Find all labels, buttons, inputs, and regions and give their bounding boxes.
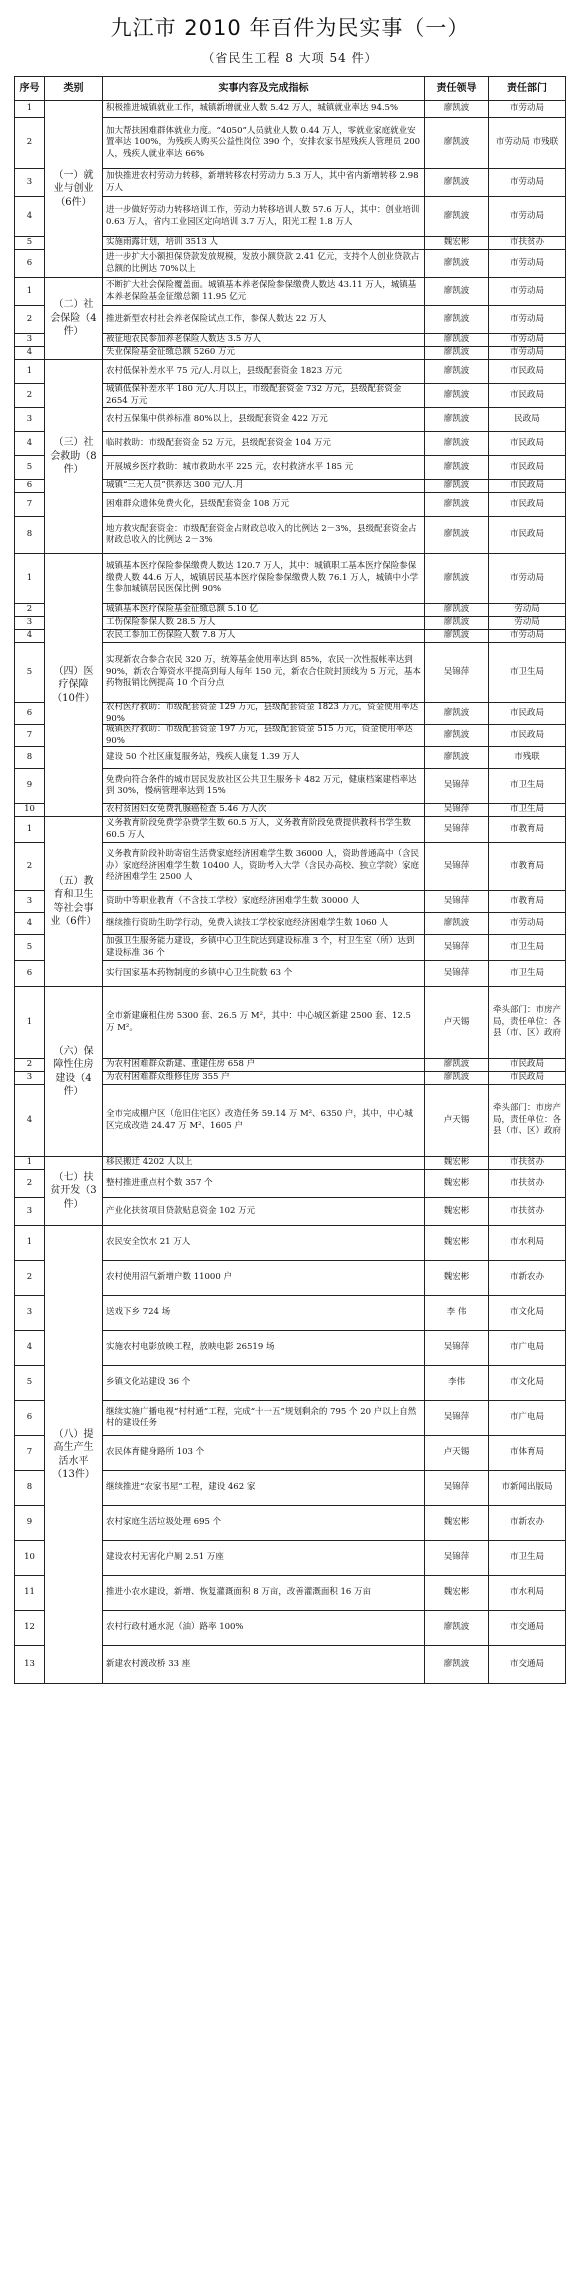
row-content: 加强卫生服务能力建设，乡镇中心卫生院达到建设标准 3 个，村卫生室（所）达到建设标准 36 个 [102,934,424,960]
row-content: 失业保险基金征缴总额 5260 万元 [102,346,424,359]
row-leader: 卢天锡 [424,986,488,1058]
row-department: 市劳动局 [488,333,566,346]
row-content: 积极推进城镇就业工作，城镇新增就业人数 5.42 万人，城镇就业率达 94.5% [102,100,424,117]
row-number: 10 [14,1540,44,1575]
row-department: 市交通局 [488,1610,566,1645]
row-content: 实施雨露计划，培训 3513 人 [102,236,424,249]
row-number: 8 [14,516,44,553]
row-department: 市民政局 [488,455,566,479]
row-number: 8 [14,1470,44,1505]
row-number: 4 [14,629,44,642]
row-leader: 吴锦萍 [424,890,488,912]
row-department: 市教育局 [488,816,566,842]
row-number: 3 [14,616,44,629]
row-content: 义务教育阶段补助寄宿生活费家庭经济困难学生数 36000 人，资助普通高中（含民办）家庭经济困难学生数 10400 人，资助考入大学（含民办高校、独立学院）家庭经济困难学生 2500 人 [102,842,424,890]
row-number: 2 [14,383,44,407]
row-content: 不断扩大社会保险覆盖面。城镇基本养老保险参保缴费人数达 43.11 万人，城镇基本养老保险基金征缴总额 11.95 亿元 [102,277,424,305]
row-content: 移民搬迁 4202 人以上 [102,1156,424,1169]
row-leader: 吴锦萍 [424,1400,488,1435]
row-leader: 廖凯波 [424,724,488,746]
row-leader: 廖凯波 [424,616,488,629]
row-leader: 廖凯波 [424,492,488,516]
row-department: 市扶贫办 [488,1156,566,1169]
row-leader: 卢天锡 [424,1084,488,1156]
row-content: 推进新型农村社会养老保险试点工作，参保人数达 22 万人 [102,305,424,333]
row-leader: 廖凯波 [424,100,488,117]
table-header [14,76,566,100]
row-department: 劳动局 [488,603,566,616]
row-content: 进一步扩大小额担保贷款发放规模，发放小额贷款 2.41 亿元，支持个人创业贷款占总额的比例达 70%以上 [102,249,424,277]
row-content: 乡镇文化站建设 36 个 [102,1365,424,1400]
row-number: 1 [14,359,44,383]
row-content: 地方救灾配套资金：市级配套资金占财政总收入的比例达 2－3%，县级配套资金占财政总收入的比例达 2－3% [102,516,424,553]
row-department: 市卫生局 [488,642,566,702]
row-leader: 廖凯波 [424,168,488,196]
row-leader: 廖凯波 [424,479,488,492]
row-number: 1 [14,277,44,305]
row-number: 5 [14,1365,44,1400]
row-content: 义务教育阶段免费学杂费学生数 60.5 万人，义务教育阶段免费提供教科书学生数 60.5 万人 [102,816,424,842]
row-department: 市劳动局 [488,196,566,236]
row-number: 4 [14,431,44,455]
row-leader: 廖凯波 [424,305,488,333]
row-number: 6 [14,479,44,492]
row-leader: 魏宏彬 [424,1505,488,1540]
row-content: 送戏下乡 724 场 [102,1295,424,1330]
row-content: 继续推行资助生助学行动，免费入读技工学校家庭经济困难学生数 1060 人 [102,912,424,934]
row-leader: 廖凯波 [424,1610,488,1645]
row-content: 农村五保集中供养标准 80%以上，县级配套资金 422 万元 [102,407,424,431]
row-content: 产业化扶贫项目贷款贴息资金 102 万元 [102,1197,424,1225]
row-number: 12 [14,1610,44,1645]
row-leader: 廖凯波 [424,553,488,603]
row-number: 5 [14,236,44,249]
row-department: 市卫生局 [488,1540,566,1575]
row-leader: 李 伟 [424,1295,488,1330]
row-leader: 李伟 [424,1365,488,1400]
row-content: 进一步做好劳动力转移培训工作，劳动力转移培训人数 57.6 万人，其中：创业培训 0.63 万人，省内工业园区定向培训 3.7 万人，阳光工程 1.8 万人 [102,196,424,236]
row-department: 市残联 [488,746,566,768]
row-number: 2 [14,842,44,890]
row-content: 农民工参加工伤保险人数 7.8 万人 [102,629,424,642]
category-label: （七）扶贫开发（3件） [44,1156,102,1225]
row-number: 4 [14,1330,44,1365]
row-content: 农村家庭生活垃圾处理 695 个 [102,1505,424,1540]
row-leader: 魏宏彬 [424,1225,488,1260]
row-department: 市体育局 [488,1435,566,1470]
row-number: 8 [14,746,44,768]
row-content: 农村医疗救助：市级配套资金 129 万元，县级配套资金 1823 万元，资金使用率达 90% [102,702,424,724]
row-department: 市教育局 [488,842,566,890]
row-department: 市文化局 [488,1365,566,1400]
row-content: 开展城乡医疗救助：城市救助水平 225 元，农村救济水平 185 元 [102,455,424,479]
row-leader: 廖凯波 [424,117,488,168]
row-number: 1 [14,1225,44,1260]
category-label: （三）社会救助（8件） [44,359,102,553]
row-number: 2 [14,1058,44,1071]
row-content: 实现新农合参合农民 320 万，统筹基金使用率达到 85%，农民一次性报帐率达到 90%，新农合筹资水平提高到每人每年 150 元，新农合住院封顶线为 5 万元，基本药物报销比例提高 10 个百分点 [102,642,424,702]
row-content: 继续推进“农家书屋”工程，建设 462 家 [102,1470,424,1505]
row-content: 农村使用沼气新增户数 11000 户 [102,1260,424,1295]
category-label: （四）医疗保障（10件） [44,553,102,816]
row-number: 3 [14,407,44,431]
header-no: 序号 [14,76,44,100]
row-content: 农民体育健身路所 103 个 [102,1435,424,1470]
row-department: 市文化局 [488,1295,566,1330]
row-department: 市民政局 [488,702,566,724]
row-department: 市民政局 [488,431,566,455]
row-number: 6 [14,960,44,986]
header-department: 责任部门 [488,76,566,100]
header-content: 实事内容及完成指标 [102,76,424,100]
row-department: 市教育局 [488,890,566,912]
row-number: 6 [14,249,44,277]
row-leader: 魏宏彬 [424,1169,488,1197]
row-content: 临时救助：市级配套资金 52 万元，县级配套资金 104 万元 [102,431,424,455]
row-department: 牵头部门：市房产局，责任单位：各县（市、区）政府 [488,1084,566,1156]
row-department: 市水利局 [488,1575,566,1610]
row-number: 3 [14,890,44,912]
header-category: 类别 [44,76,102,100]
row-leader: 廖凯波 [424,516,488,553]
row-department: 市劳动局 [488,277,566,305]
row-department: 市劳动局 [488,553,566,603]
row-content: 实行国家基本药物制度的乡镇中心卫生院数 63 个 [102,960,424,986]
row-content: 困难群众遗体免费火化，县级配套资金 108 万元 [102,492,424,516]
row-leader: 吴锦萍 [424,1330,488,1365]
row-number: 3 [14,1071,44,1084]
row-leader: 魏宏彬 [424,1197,488,1225]
row-number: 7 [14,724,44,746]
row-department: 市民政局 [488,479,566,492]
row-content: 加大帮扶困难群体就业力度。“4050”人员就业人数 0.44 万人，零就业家庭就业安置率达 100%，为残疾人购买公益性岗位 390 个，安排农家书屋残疾人管理员 200 人，残疾人就业率达 66% [102,117,424,168]
row-leader: 魏宏彬 [424,1260,488,1295]
row-department: 市劳动局 [488,912,566,934]
row-content: 加快推进农村劳动力转移，新增转移农村劳动力 5.3 万人，其中省内新增转移 2.98 万人 [102,168,424,196]
row-department: 牵头部门：市房产局，责任单位：各县（市、区）政府 [488,986,566,1058]
row-content: 推进小农水建设，新增、恢复灌溉面积 8 万亩，改善灌溉面积 16 万亩 [102,1575,424,1610]
row-content: 被征地农民参加养老保险人数达 3.5 万人 [102,333,424,346]
row-department: 劳动局 [488,616,566,629]
row-number: 7 [14,492,44,516]
row-department: 市卫生局 [488,768,566,803]
row-leader: 廖凯波 [424,702,488,724]
row-number: 2 [14,1169,44,1197]
row-department: 市新农办 [488,1260,566,1295]
row-department: 市劳动局 [488,249,566,277]
row-leader: 廖凯波 [424,746,488,768]
row-leader: 吴锦萍 [424,768,488,803]
row-department: 市民政局 [488,724,566,746]
row-number: 5 [14,642,44,702]
row-department: 市扶贫办 [488,1169,566,1197]
row-number: 3 [14,1197,44,1225]
row-number: 4 [14,346,44,359]
page-title: 九江市 2010 年百件为民实事（一） [110,16,470,40]
category-label: （六）保障性住房建设（4件） [44,986,102,1156]
row-department: 市新农办 [488,1505,566,1540]
row-number: 9 [14,1505,44,1540]
row-content: 建设农村无害化户厕 2.51 万座 [102,1540,424,1575]
row-leader: 廖凯波 [424,333,488,346]
row-content: 城镇低保补差水平 180 元/人.月以上，市级配套资金 732 万元，县级配套资金 2654 万元 [102,383,424,407]
row-number: 1 [14,100,44,117]
row-content: 为农村困难群众维修住房 355 户 [102,1071,424,1084]
row-number: 11 [14,1575,44,1610]
row-number: 4 [14,196,44,236]
row-number: 3 [14,333,44,346]
row-department: 市新闻出版局 [488,1470,566,1505]
row-leader: 吴锦萍 [424,934,488,960]
row-leader: 魏宏彬 [424,1156,488,1169]
row-department: 市劳动局 [488,346,566,359]
row-leader: 吴锦萍 [424,1470,488,1505]
row-number: 1 [14,986,44,1058]
row-leader: 吴锦萍 [424,803,488,816]
row-department: 市广电局 [488,1330,566,1365]
row-department: 市劳动局 [488,305,566,333]
row-content: 农村行政村通水泥（油）路率 100% [102,1610,424,1645]
category-label: （五）教育和卫生等社会事业（6件） [44,816,102,986]
row-leader: 廖凯波 [424,249,488,277]
row-leader: 廖凯波 [424,431,488,455]
row-number: 2 [14,1260,44,1295]
row-department: 市扶贫办 [488,236,566,249]
row-number: 6 [14,702,44,724]
row-content: 实施农村电影放映工程，放映电影 26519 场 [102,1330,424,1365]
row-department: 市劳动局 [488,168,566,196]
row-number: 1 [14,1156,44,1169]
row-content: 农村低保补差水平 75 元/人.月以上，县级配套资金 1823 万元 [102,359,424,383]
row-number: 1 [14,553,44,603]
row-content: 建设 50 个社区康复服务站，残疾人康复 1.39 万人 [102,746,424,768]
row-number: 6 [14,1400,44,1435]
row-department: 市卫生局 [488,934,566,960]
row-leader: 廖凯波 [424,629,488,642]
category-label: （二）社会保险（4件） [44,277,102,359]
row-leader: 廖凯波 [424,1645,488,1683]
row-leader: 廖凯波 [424,277,488,305]
row-content: 农村贫困妇女免费乳腺癌检查 5.46 万人次 [102,803,424,816]
table-bottom-border [14,1683,566,1684]
row-leader: 吴锦萍 [424,960,488,986]
row-leader: 廖凯波 [424,346,488,359]
row-number: 9 [14,768,44,803]
row-leader: 吴锦萍 [424,642,488,702]
row-number: 2 [14,117,44,168]
row-number: 13 [14,1645,44,1683]
row-number: 7 [14,1435,44,1470]
row-department: 市民政局 [488,383,566,407]
row-content: 城镇基本医疗保险参保缴费人数达 120.7 万人，其中：城镇职工基本医疗保险参保缴费人数 44.6 万人，城镇居民基本医疗保险参保缴费人数 76.1 万人，城镇中小学生参加城镇居民医保比例 90% [102,553,424,603]
row-leader: 廖凯波 [424,455,488,479]
row-leader: 廖凯波 [424,1071,488,1084]
row-number: 5 [14,455,44,479]
category-label: （一）就业与创业（6件） [44,100,102,277]
row-leader: 廖凯波 [424,383,488,407]
row-number: 4 [14,1084,44,1156]
row-department: 市民政局 [488,359,566,383]
row-leader: 廖凯波 [424,912,488,934]
row-department: 市卫生局 [488,803,566,816]
row-leader: 吴锦萍 [424,816,488,842]
row-department: 市民政局 [488,1071,566,1084]
row-department: 市卫生局 [488,960,566,986]
row-leader: 卢天锡 [424,1435,488,1470]
row-department: 市交通局 [488,1645,566,1683]
row-content: 新建农村渡改桥 33 座 [102,1645,424,1683]
row-leader: 吴锦萍 [424,842,488,890]
row-number: 1 [14,816,44,842]
row-department: 市民政局 [488,516,566,553]
row-department: 市劳动局 [488,100,566,117]
row-number: 3 [14,168,44,196]
row-number: 10 [14,803,44,816]
category-label: （八）提高生产生活水平（13件） [44,1225,102,1683]
row-department: 民政局 [488,407,566,431]
row-leader: 廖凯波 [424,196,488,236]
header-leader: 责任领导 [424,76,488,100]
row-content: 农民安全饮水 21 万人 [102,1225,424,1260]
row-number: 2 [14,603,44,616]
row-number: 3 [14,1295,44,1330]
row-content: 城镇医疗救助：市级配套资金 197 万元，县级配套资金 515 万元，资金使用率达 90% [102,724,424,746]
row-department: 市劳动局 市残联 [488,117,566,168]
row-leader: 廖凯波 [424,407,488,431]
row-leader: 魏宏彬 [424,236,488,249]
row-department: 市民政局 [488,492,566,516]
row-department: 市扶贫办 [488,1197,566,1225]
row-content: 整村推进重点村个数 357 个 [102,1169,424,1197]
row-content: 继续实施广播电视“村村通”工程，完成“十一五”规划剩余的 795 个 20 户以上自然村的建设任务 [102,1400,424,1435]
row-content: 工伤保险参保人数 28.5 万人 [102,616,424,629]
row-content: 为农村困难群众新建、重建住房 658 户 [102,1058,424,1071]
row-content: 城镇“三无人员”供养达 300 元/人.月 [102,479,424,492]
row-leader: 廖凯波 [424,1058,488,1071]
row-department: 市水利局 [488,1225,566,1260]
row-number: 4 [14,912,44,934]
row-department: 市劳动局 [488,629,566,642]
row-leader: 魏宏彬 [424,1575,488,1610]
row-content: 资助中等职业教育（不含技工学校）家庭经济困难学生数 30000 人 [102,890,424,912]
row-department: 市民政局 [488,1058,566,1071]
row-leader: 廖凯波 [424,359,488,383]
page-subtitle: （省民生工程 8 大项 54 件） [202,51,378,65]
row-number: 2 [14,305,44,333]
row-leader: 廖凯波 [424,603,488,616]
row-number: 5 [14,934,44,960]
row-content: 全市完成棚户区（危旧住宅区）改造任务 59.14 万 M²、6350 户，其中，中心城区完成改造 24.47 万 M²、1605 户 [102,1084,424,1156]
row-department: 市广电局 [488,1400,566,1435]
row-leader: 吴锦萍 [424,1540,488,1575]
row-content: 城镇基本医疗保险基金征缴总额 5.10 亿 [102,603,424,616]
row-content: 免费向符合条件的城市居民发放社区公共卫生服务卡 482 万元，健康档案建档率达到 30%，慢病管理率达到 15% [102,768,424,803]
row-content: 全市新建廉租住房 5300 套、26.5 万 M²，其中：中心城区新建 2500 套、12.5 万 M²。 [102,986,424,1058]
